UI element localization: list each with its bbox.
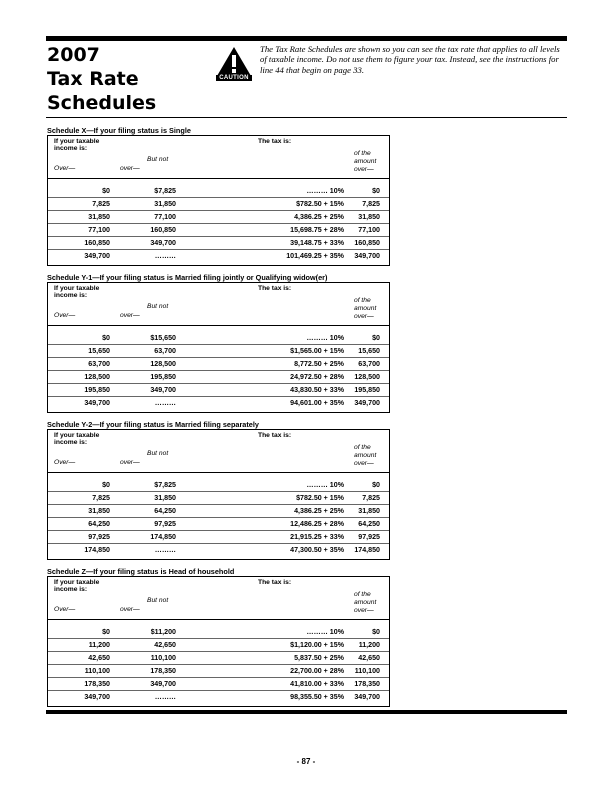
cell-over: 174,850 xyxy=(84,546,110,554)
header-of-the: of the xyxy=(354,150,371,157)
table-row xyxy=(48,198,389,211)
header-amount-over: over— xyxy=(354,607,374,614)
page-title xyxy=(47,43,207,115)
table-row xyxy=(48,211,389,224)
cell-over: 97,925 xyxy=(88,533,110,541)
table-row xyxy=(48,185,389,198)
header-income-is: income is: xyxy=(54,439,88,446)
table-row xyxy=(48,224,389,237)
schedule-caption: Schedule Z—If your filing status is Head of household xyxy=(47,567,235,576)
cell-tax: 43,830.50 + 33% xyxy=(290,386,344,394)
cell-not-over: ……… xyxy=(154,399,176,407)
bottom-rule xyxy=(46,710,567,714)
header-but-not: But not xyxy=(147,450,169,457)
table-row xyxy=(48,678,389,691)
caution-label: CAUTION xyxy=(216,75,252,81)
header-amount: amount xyxy=(354,158,377,165)
cell-over: 42,650 xyxy=(88,654,110,662)
cell-amount-over: 349,700 xyxy=(354,252,380,260)
header-tax-is: The tax is: xyxy=(258,285,292,292)
header-divider xyxy=(48,472,389,473)
table-row xyxy=(48,518,389,531)
cell-over: 349,700 xyxy=(84,693,110,701)
header-if-taxable: If your taxable xyxy=(54,285,100,292)
cell-over: 77,100 xyxy=(88,226,110,234)
cell-not-over: 349,700 xyxy=(150,386,176,394)
cell-tax: 101,469.25 + 35% xyxy=(286,252,344,260)
header-amount-over: over— xyxy=(354,313,374,320)
header-of-the: of the xyxy=(354,591,371,598)
cell-over: $0 xyxy=(102,187,110,195)
cell-not-over: $7,825 xyxy=(154,187,176,195)
table-row xyxy=(48,345,389,358)
cell-not-over: ……… xyxy=(154,546,176,554)
cell-amount-over: 349,700 xyxy=(354,693,380,701)
table-row xyxy=(48,384,389,397)
cell-tax: 94,601.00 + 35% xyxy=(290,399,344,407)
cell-over: 349,700 xyxy=(84,252,110,260)
cell-amount-over: 77,100 xyxy=(358,226,380,234)
cell-tax: 15,698.75 + 28% xyxy=(290,226,344,234)
schedule-caption: Schedule Y-1—If your filing status is Married filing jointly or Qualifying widow(er) xyxy=(47,273,328,282)
header-amount-over: over— xyxy=(354,166,374,173)
cell-amount-over: 195,850 xyxy=(354,386,380,394)
header-if-taxable: If your taxable xyxy=(54,579,100,586)
cell-over: 7,825 xyxy=(92,494,110,502)
schedule-table xyxy=(47,576,390,707)
cell-tax: 12,486.25 + 28% xyxy=(290,520,344,528)
cell-tax: 4,386.25 + 25% xyxy=(294,213,344,221)
schedule-table xyxy=(47,135,390,266)
header-over: Over— xyxy=(54,459,76,466)
cell-over: 63,700 xyxy=(88,360,110,368)
cell-tax: $1,120.00 + 15% xyxy=(290,641,344,649)
cell-amount-over: 128,500 xyxy=(354,373,380,381)
table-row xyxy=(48,479,389,492)
cell-tax: 98,355.50 + 35% xyxy=(290,693,344,701)
table-row xyxy=(48,665,389,678)
header-divider xyxy=(48,619,389,620)
cell-not-over: 349,700 xyxy=(150,239,176,247)
header-income-is: income is: xyxy=(54,292,88,299)
cell-tax: ……… 10% xyxy=(306,628,344,636)
cell-not-over: 195,850 xyxy=(150,373,176,381)
table-row xyxy=(48,397,389,410)
header-income-is: income is: xyxy=(54,586,88,593)
header-over-short: over— xyxy=(120,165,140,172)
cell-over: $0 xyxy=(102,334,110,342)
table-row xyxy=(48,237,389,250)
title-year: 2007 xyxy=(47,44,100,66)
header-over: Over— xyxy=(54,312,76,319)
cell-not-over: ……… xyxy=(154,252,176,260)
header-amount: amount xyxy=(354,452,377,459)
header-over: Over— xyxy=(54,606,76,613)
cell-amount-over: $0 xyxy=(372,334,380,342)
cell-amount-over: 110,100 xyxy=(354,667,380,675)
top-rule xyxy=(46,36,567,41)
header-but-not: But not xyxy=(147,597,169,604)
cell-tax: ……… 10% xyxy=(306,481,344,489)
title-line-2: Tax Rate xyxy=(47,68,139,90)
cell-not-over: 110,100 xyxy=(150,654,176,662)
table-row xyxy=(48,639,389,652)
cell-amount-over: 97,925 xyxy=(358,533,380,541)
table-row xyxy=(48,531,389,544)
cell-tax: 47,300.50 + 35% xyxy=(290,546,344,554)
cell-amount-over: 31,850 xyxy=(358,507,380,515)
cell-over: 195,850 xyxy=(84,386,110,394)
page-number: - 87 - xyxy=(296,757,316,766)
cell-not-over: $11,200 xyxy=(150,628,176,636)
cell-over: 128,500 xyxy=(84,373,110,381)
cell-amount-over: 11,200 xyxy=(358,641,380,649)
cell-over: 64,250 xyxy=(88,520,110,528)
cell-not-over: 128,500 xyxy=(150,360,176,368)
cell-over: 31,850 xyxy=(88,507,110,515)
header-of-the: of the xyxy=(354,444,371,451)
cell-amount-over: 7,825 xyxy=(362,200,380,208)
schedule-table xyxy=(47,429,390,560)
cell-not-over: 64,250 xyxy=(154,507,176,515)
cell-amount-over: 174,850 xyxy=(354,546,380,554)
header-over: Over— xyxy=(54,165,76,172)
cell-over: 11,200 xyxy=(88,641,110,649)
cell-amount-over: 178,350 xyxy=(354,680,380,688)
header-if-taxable: If your taxable xyxy=(54,138,100,145)
table-row xyxy=(48,505,389,518)
header-rule xyxy=(46,117,567,118)
cell-over: 178,350 xyxy=(84,680,110,688)
cell-over: 7,825 xyxy=(92,200,110,208)
table-row xyxy=(48,250,389,263)
table-row xyxy=(48,358,389,371)
table-row xyxy=(48,544,389,557)
cell-not-over: ……… xyxy=(154,693,176,701)
cell-tax: 22,700.00 + 28% xyxy=(290,667,344,675)
cell-not-over: $15,650 xyxy=(150,334,176,342)
table-row xyxy=(48,332,389,345)
cell-not-over: 349,700 xyxy=(150,680,176,688)
cell-not-over: 63,700 xyxy=(154,347,176,355)
table-row xyxy=(48,691,389,704)
table-row xyxy=(48,492,389,505)
header-of-the: of the xyxy=(354,297,371,304)
cell-not-over: 97,925 xyxy=(154,520,176,528)
header-tax-is: The tax is: xyxy=(258,432,292,439)
cell-tax: $782.50 + 15% xyxy=(296,494,344,502)
cell-tax: ……… 10% xyxy=(306,334,344,342)
cell-amount-over: 64,250 xyxy=(358,520,380,528)
cell-amount-over: 7,825 xyxy=(362,494,380,502)
cell-amount-over: 31,850 xyxy=(358,213,380,221)
schedule-caption: Schedule X—If your filing status is Single xyxy=(47,126,191,135)
cell-not-over: 77,100 xyxy=(154,213,176,221)
cell-not-over: 160,850 xyxy=(150,226,176,234)
cell-over: 110,100 xyxy=(84,667,110,675)
cell-over: 15,650 xyxy=(88,347,110,355)
schedule-table xyxy=(47,282,390,413)
cell-over: 160,850 xyxy=(84,239,110,247)
header-but-not: But not xyxy=(147,156,169,163)
cell-tax: $782.50 + 15% xyxy=(296,200,344,208)
header-divider xyxy=(48,325,389,326)
cell-not-over: 31,850 xyxy=(154,200,176,208)
cell-tax: 5,837.50 + 25% xyxy=(294,654,344,662)
header-tax-is: The tax is: xyxy=(258,138,292,145)
header-amount-over: over— xyxy=(354,460,374,467)
cell-not-over: $7,825 xyxy=(154,481,176,489)
cell-over: 31,850 xyxy=(88,213,110,221)
header-divider xyxy=(48,178,389,179)
cell-tax: $1,565.00 + 15% xyxy=(290,347,344,355)
cell-tax: 39,148.75 + 33% xyxy=(290,239,344,247)
title-line-3: Schedules xyxy=(47,92,157,114)
table-row xyxy=(48,371,389,384)
header-over-short: over— xyxy=(120,459,140,466)
cell-amount-over: 42,650 xyxy=(358,654,380,662)
header-tax-is: The tax is: xyxy=(258,579,292,586)
cell-amount-over: 349,700 xyxy=(354,399,380,407)
cell-amount-over: 15,650 xyxy=(358,347,380,355)
header-amount: amount xyxy=(354,599,377,606)
cell-not-over: 174,850 xyxy=(150,533,176,541)
cell-amount-over: $0 xyxy=(372,481,380,489)
cell-tax: 21,915.25 + 33% xyxy=(290,533,344,541)
header-amount: amount xyxy=(354,305,377,312)
header-over-short: over— xyxy=(120,312,140,319)
cell-over: $0 xyxy=(102,481,110,489)
table-row xyxy=(48,626,389,639)
cell-tax: 8,772.50 + 25% xyxy=(294,360,344,368)
header-income-is: income is: xyxy=(54,145,88,152)
cell-not-over: 178,350 xyxy=(150,667,176,675)
cell-not-over: 42,650 xyxy=(154,641,176,649)
intro-text: The Tax Rate Schedules are shown so you can see the tax rate that applies to all levels of taxable income. Do not use them to figure your tax. Instead, see the instructions for line 44 that begin on page 33. xyxy=(260,44,560,75)
cell-amount-over: 160,850 xyxy=(354,239,380,247)
cell-tax: 41,810.00 + 33% xyxy=(290,680,344,688)
header-but-not: But not xyxy=(147,303,169,310)
header-if-taxable: If your taxable xyxy=(54,432,100,439)
cell-over: 349,700 xyxy=(84,399,110,407)
cell-tax: 24,972.50 + 28% xyxy=(290,373,344,381)
table-row xyxy=(48,652,389,665)
cell-amount-over: $0 xyxy=(372,187,380,195)
schedule-caption: Schedule Y-2—If your filing status is Married filing separately xyxy=(47,420,259,429)
cell-over: $0 xyxy=(102,628,110,636)
cell-amount-over: 63,700 xyxy=(358,360,380,368)
cell-not-over: 31,850 xyxy=(154,494,176,502)
cell-amount-over: $0 xyxy=(372,628,380,636)
header-over-short: over— xyxy=(120,606,140,613)
cell-tax: 4,386.25 + 25% xyxy=(294,507,344,515)
cell-tax: ……… 10% xyxy=(306,187,344,195)
